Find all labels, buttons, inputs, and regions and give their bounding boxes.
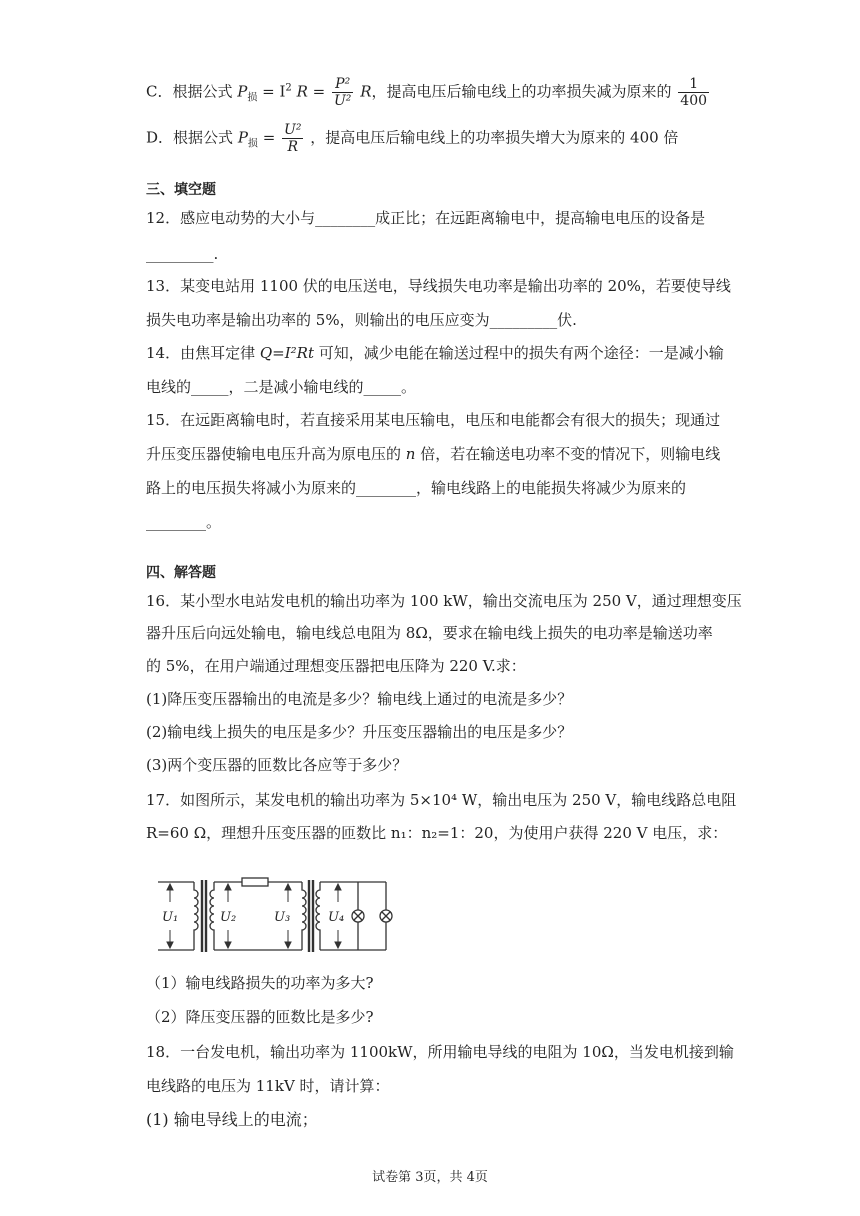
q12-line-1: 12．感应电动势的大小与________成正比；在远距离输电中，提高输电电压的设备是 — [146, 209, 706, 227]
fraction-one-400: $\frac{1}{400}$ — [680, 76, 708, 109]
q16-part-3: (3)两个变压器的匝数比各应等于多少？ — [146, 756, 408, 774]
q16-line-1: 16．某小型水电站发电机的输出功率为 100 kW，输出交流电压为 250 V，通过理想变压 — [146, 592, 742, 610]
q17-line-1: 17．如图所示，某发电机的输出功率为 5×10⁴ W，输出电压为 250 V，输电线路总电阻 — [146, 791, 737, 809]
option-d: D．根据公式 $P_损$ = $\frac{\text{U²}}{R}$ ，提高电压后输电线上的功率损失增大为原来的 400 倍 — [146, 122, 679, 155]
q18-part-1: (1) 输电导线上的电流； — [146, 1110, 318, 1129]
q18-line-2: 电线路的电压为 11kV 时，请计算： — [146, 1077, 390, 1095]
transformer-circuit-diagram — [150, 874, 400, 958]
q18-line-1: 18．一台发电机，输出功率为 1100kW，所用输电导线的电阻为 10Ω，当发电机接到输 — [146, 1043, 734, 1061]
q14-line-1: 14．由焦耳定律 Q=I²Rt 可知，减少电能在输送过程中的损失有两个途径：一是减小输 — [146, 344, 724, 362]
q16-line-2: 器升压后向远处输电，输电线总电阻为 8Ω，要求在输电线上损失的电功率是输送功率 — [146, 624, 713, 642]
q15-line-1: 15．在远距离输电时，若直接采用某电压输电，电压和电能都会有很大的损失；现通过 — [146, 411, 721, 429]
q17-part-2: （2）降压变压器的匝数比是多少? — [146, 1008, 374, 1026]
q13-line-2: 损失电功率是输出功率的 5%，则输出的电压应变为_________伏. — [146, 311, 577, 329]
page-footer: 试卷第 3页，共 4页 — [372, 1170, 488, 1185]
q17-part-1: （1）输电线路损失的功率为多大? — [146, 974, 374, 992]
q15-line-4: ________。 — [146, 513, 222, 531]
q16-part-2: (2)输电线上损失的电压是多少？升压变压器输出的电压是多少？ — [146, 723, 573, 741]
section-title-solve: 四、解答题 — [146, 565, 216, 581]
q15-line-2: 升压变压器使输电电压升高为原电压的 n 倍，若在输送电功率不变的情况下，则输电线 — [146, 445, 721, 463]
q15-line-3: 路上的电压损失将减小为原来的________，输电线路上的电能损失将减少为原来的 — [146, 479, 687, 497]
label-u2: U₂ — [220, 910, 237, 925]
q13-line-1: 13．某变电站用 1100 伏的电压送电，导线损失电功率是输出功率的 20%，若要使导线 — [146, 277, 731, 295]
label-u3: U₃ — [274, 910, 291, 925]
q14-line-2: 电线的_____，二是减小输电线的_____。 — [146, 378, 417, 396]
label-u1: U₁ — [162, 910, 179, 925]
section-title-fill-in: 三、填空题 — [146, 182, 216, 198]
label-u4: U₄ — [328, 910, 345, 925]
q16-line-3: 的 5%，在用户端通过理想变压器把电压降为 220 V.求： — [146, 657, 526, 675]
q17-line-2: R=60 Ω，理想升压变压器的匝数比 n₁：n₂=1：20，为使用户获得 220 V 电压，求： — [146, 824, 728, 842]
option-c: C．根据公式 $P_损 = I^2$ R = $\frac{\text{P²}}{\text{U²}}$ R，提高电压后输电线上的功率损失减为原来的 $\frac{1}{400}$ — [146, 76, 708, 109]
formula-fraction: $\frac{\text{U²}}{R}$ — [284, 122, 302, 155]
formula-fraction: $\frac{\text{P²}}{\text{U²}}$ — [333, 76, 352, 109]
q16-part-1: (1)降压变压器输出的电流是多少？输电线上通过的电流是多少？ — [146, 690, 573, 708]
q12-line-2: _________. — [146, 245, 219, 263]
